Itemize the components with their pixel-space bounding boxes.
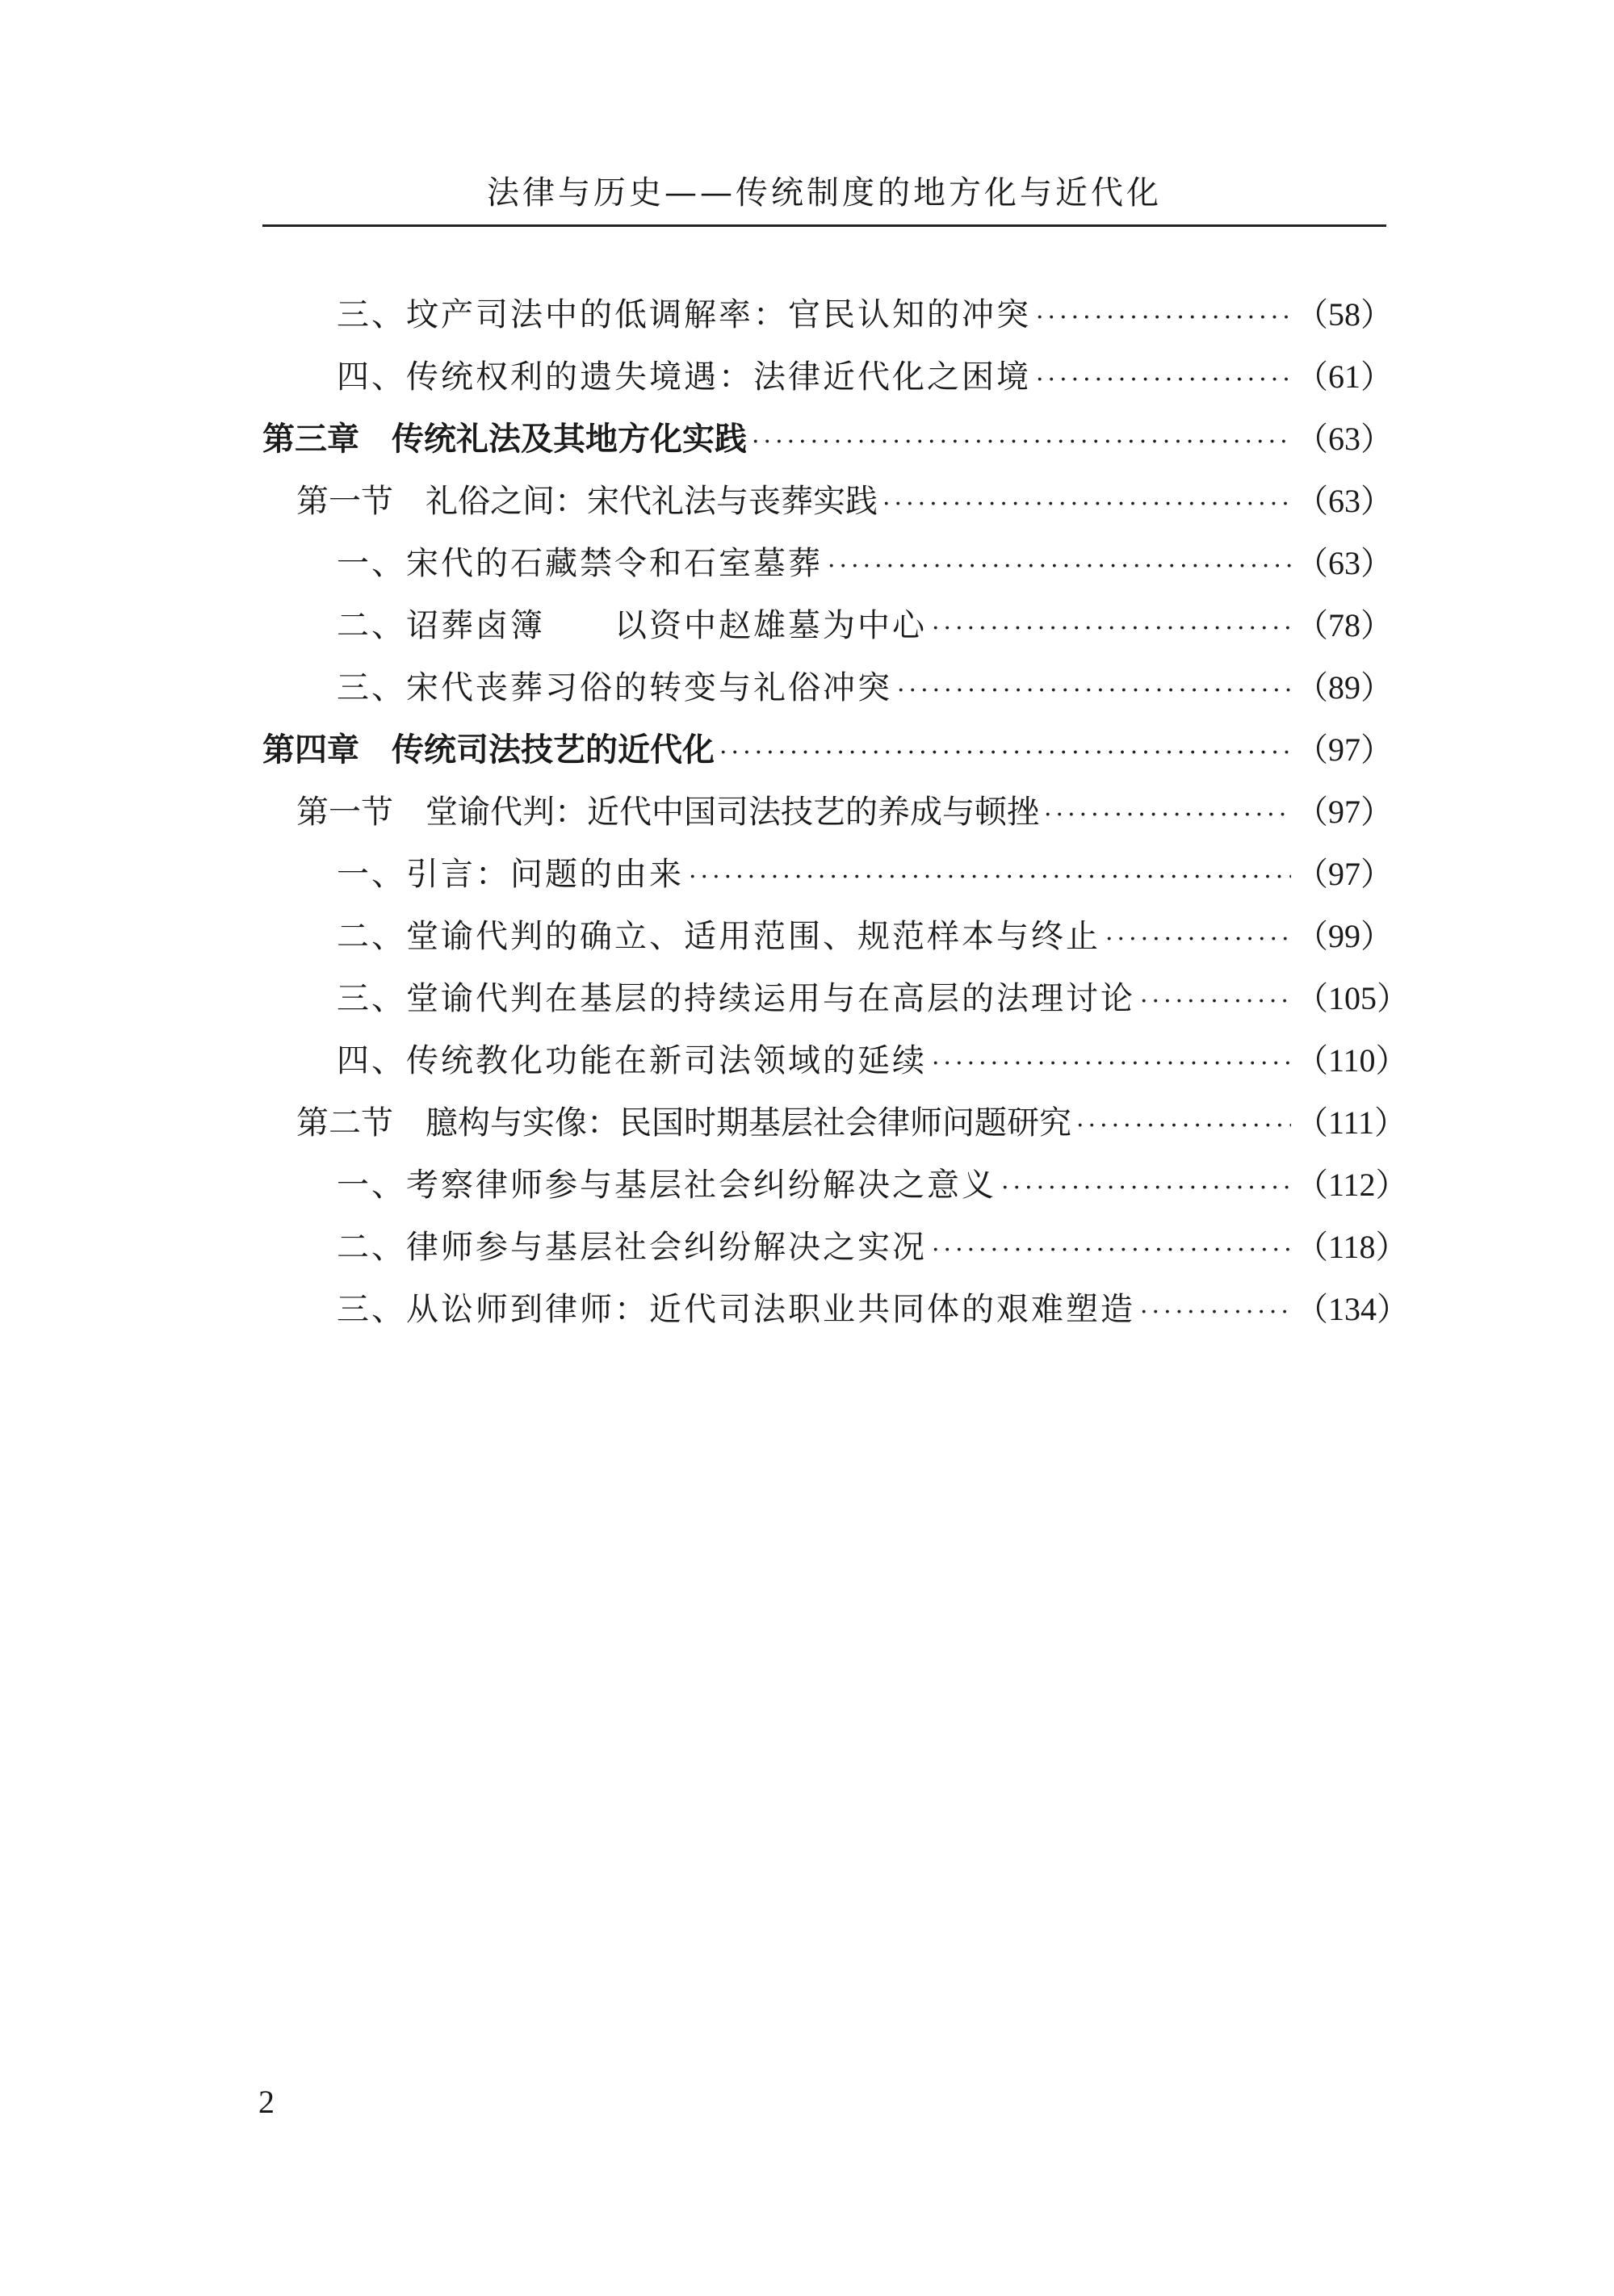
toc-entry-title: 二、诏葬卤簿 以资中赵雄墓为中心 <box>337 607 927 644</box>
toc-entry-title: 三、堂谕代判在基层的持续运用与在高层的法理讨论 <box>337 980 1135 1017</box>
toc-item <box>262 1159 1408 1221</box>
toc-chapter <box>262 724 1393 786</box>
toc-entry-page: （78） <box>1296 607 1393 643</box>
toc-item <box>262 1035 1408 1097</box>
toc-entry-title: 第二节 臆构与实像：民国时期基层社会律师问题研究 <box>296 1104 1071 1142</box>
dot-leader <box>1140 1298 1291 1326</box>
toc-entry-page: （58） <box>1296 296 1393 333</box>
toc-entry-title: 四、传统权利的遗失境遇：法律近代化之困境 <box>337 358 1031 396</box>
toc-item <box>262 1221 1408 1284</box>
dot-leader <box>1076 1112 1291 1140</box>
toc-entry-page: （105） <box>1296 980 1409 1016</box>
toc-section <box>262 786 1393 848</box>
toc-entry-page: （63） <box>1296 545 1393 581</box>
toc-entry-title: 二、律师参与基层社会纠纷解决之实况 <box>337 1229 927 1266</box>
toc-entry-page: （97） <box>1296 856 1393 892</box>
dot-leader <box>882 490 1291 518</box>
book-title: 法律与历史——传统制度的地方化与近代化 <box>487 174 1162 212</box>
dot-leader <box>897 677 1291 705</box>
dot-leader <box>932 614 1291 643</box>
dot-leader <box>1001 1174 1291 1202</box>
toc-entry-page: （134） <box>1296 1291 1409 1327</box>
dot-leader <box>1036 304 1291 332</box>
toc-entry-page: （89） <box>1296 669 1393 706</box>
toc-entry-page: （63） <box>1296 421 1393 457</box>
toc-item <box>262 973 1409 1035</box>
toc-item <box>262 538 1393 600</box>
toc-entry-title: 第四章 传统司法技艺的近代化 <box>262 731 715 769</box>
toc-entry-page: （63） <box>1296 483 1393 519</box>
toc-item <box>262 600 1393 662</box>
toc-entry-page: （112） <box>1296 1167 1408 1203</box>
dot-leader <box>1036 366 1291 394</box>
toc-item <box>262 848 1393 911</box>
toc-entry-page: （61） <box>1296 358 1393 395</box>
dot-leader <box>828 552 1291 580</box>
toc-entry-title: 第一节 堂谕代判：近代中国司法技艺的养成与顿挫 <box>296 794 1039 831</box>
dot-leader <box>1140 987 1291 1016</box>
toc-entry-title: 第三章 传统礼法及其地方化实践 <box>262 421 747 458</box>
toc-item <box>262 351 1393 413</box>
toc-section <box>262 1097 1407 1159</box>
toc-item <box>262 1284 1409 1346</box>
toc-chapter <box>262 413 1393 476</box>
page-number: 2 <box>258 2084 275 2120</box>
toc-entry-title: 二、堂谕代判的确立、适用范围、规范样本与终止 <box>337 918 1100 955</box>
toc-entry-title: 三、坟产司法中的低调解率：官民认知的冲突 <box>337 296 1031 333</box>
toc-entry-title: 三、从讼师到律师：近代司法职业共同体的艰难塑造 <box>337 1291 1135 1328</box>
toc-item <box>262 911 1393 973</box>
running-header <box>262 157 1386 227</box>
table-of-contents <box>262 289 1409 1346</box>
toc-entry-title: 一、引言：问题的由来 <box>337 856 684 893</box>
dot-leader <box>932 1050 1291 1078</box>
dot-leader <box>752 428 1291 456</box>
toc-entry-title: 四、传统教化功能在新司法领域的延续 <box>337 1042 927 1079</box>
toc-entry-page: （97） <box>1296 794 1393 830</box>
toc-item <box>262 289 1393 351</box>
dot-leader <box>1105 925 1291 953</box>
toc-entry-page: （99） <box>1296 918 1393 954</box>
dot-leader <box>719 739 1291 767</box>
toc-entry-page: （111） <box>1296 1104 1407 1141</box>
toc-entry-title: 三、宋代丧葬习俗的转变与礼俗冲突 <box>337 669 892 706</box>
toc-entry-title: 一、宋代的石藏禁令和石室墓葬 <box>337 545 823 582</box>
toc-entry-page: （97） <box>1296 731 1393 768</box>
dot-leader <box>1044 801 1291 829</box>
toc-item <box>262 662 1393 724</box>
toc-section <box>262 476 1393 538</box>
dot-leader <box>689 863 1291 891</box>
toc-entry-page: （110） <box>1296 1042 1408 1079</box>
toc-entry-title: 第一节 礼俗之间：宋代礼法与丧葬实践 <box>296 483 878 520</box>
dot-leader <box>932 1236 1291 1264</box>
toc-entry-page: （118） <box>1296 1229 1408 1265</box>
toc-entry-title: 一、考察律师参与基层社会纠纷解决之意义 <box>337 1167 996 1204</box>
